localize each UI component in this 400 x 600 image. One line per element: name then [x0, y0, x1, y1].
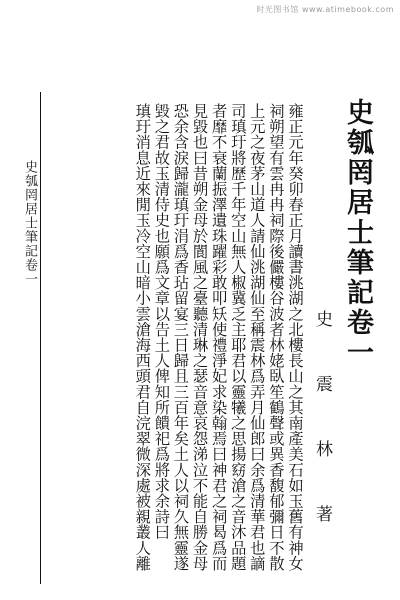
spine-title: 史瓠罔居士筆記卷一 — [22, 160, 37, 286]
watermark: 时光图书馆 www.atimebook.com — [256, 5, 394, 14]
margin-rule — [40, 92, 41, 584]
text-column: 見毀也曰昔朔金母於閬風之臺聽清琳之瑟音意哀怨涕泣不能自勝金母 — [190, 103, 209, 571]
text-column: 雍正元年癸卯春正月讀書洮湖之北樓長山之其南產美石如玉舊有神女 — [286, 103, 304, 571]
book-title: 史瓠罔居士筆記卷一 — [342, 98, 373, 368]
text-column: 恐余含淚歸瀧瑱玗涓爲香玷留宴三日歸且三百年矣土人以祠久無靈遂 — [171, 103, 190, 571]
text-column: 祠朔望有雲冉冉祠際後儼樓谷波者林姥臥笙鶴聲或異香馥郁彌日不散 — [266, 103, 285, 571]
text-column: 毀之君故玉清侍史也願爲文章以告土人俾知所饋祀爲將求余詩曰 — [152, 103, 171, 540]
text-column: 者靡不衰蘭振澤遺珠躍彩敢叩矨使禮淨妃求染翰焉曰神君之祠曷爲而 — [209, 103, 228, 571]
text-column: 司瑱玗將歷千年空山無人椒冀乏主耶君以靈犧之思揚窈滄之音沐品題 — [228, 103, 247, 571]
text-column: 瑱玗消息近來閒玉冷空山暗小雲滄海西頭君自浣翠微深處被親叢人離 — [133, 103, 152, 571]
text-column: 上元之夜茅山道人請仙洮湖仙至稱震林爲弄月仙郎曰余爲清華君也謫 — [247, 103, 266, 571]
author-name: 史 震 林 著 — [312, 310, 332, 536]
body-text — [54, 103, 304, 573]
